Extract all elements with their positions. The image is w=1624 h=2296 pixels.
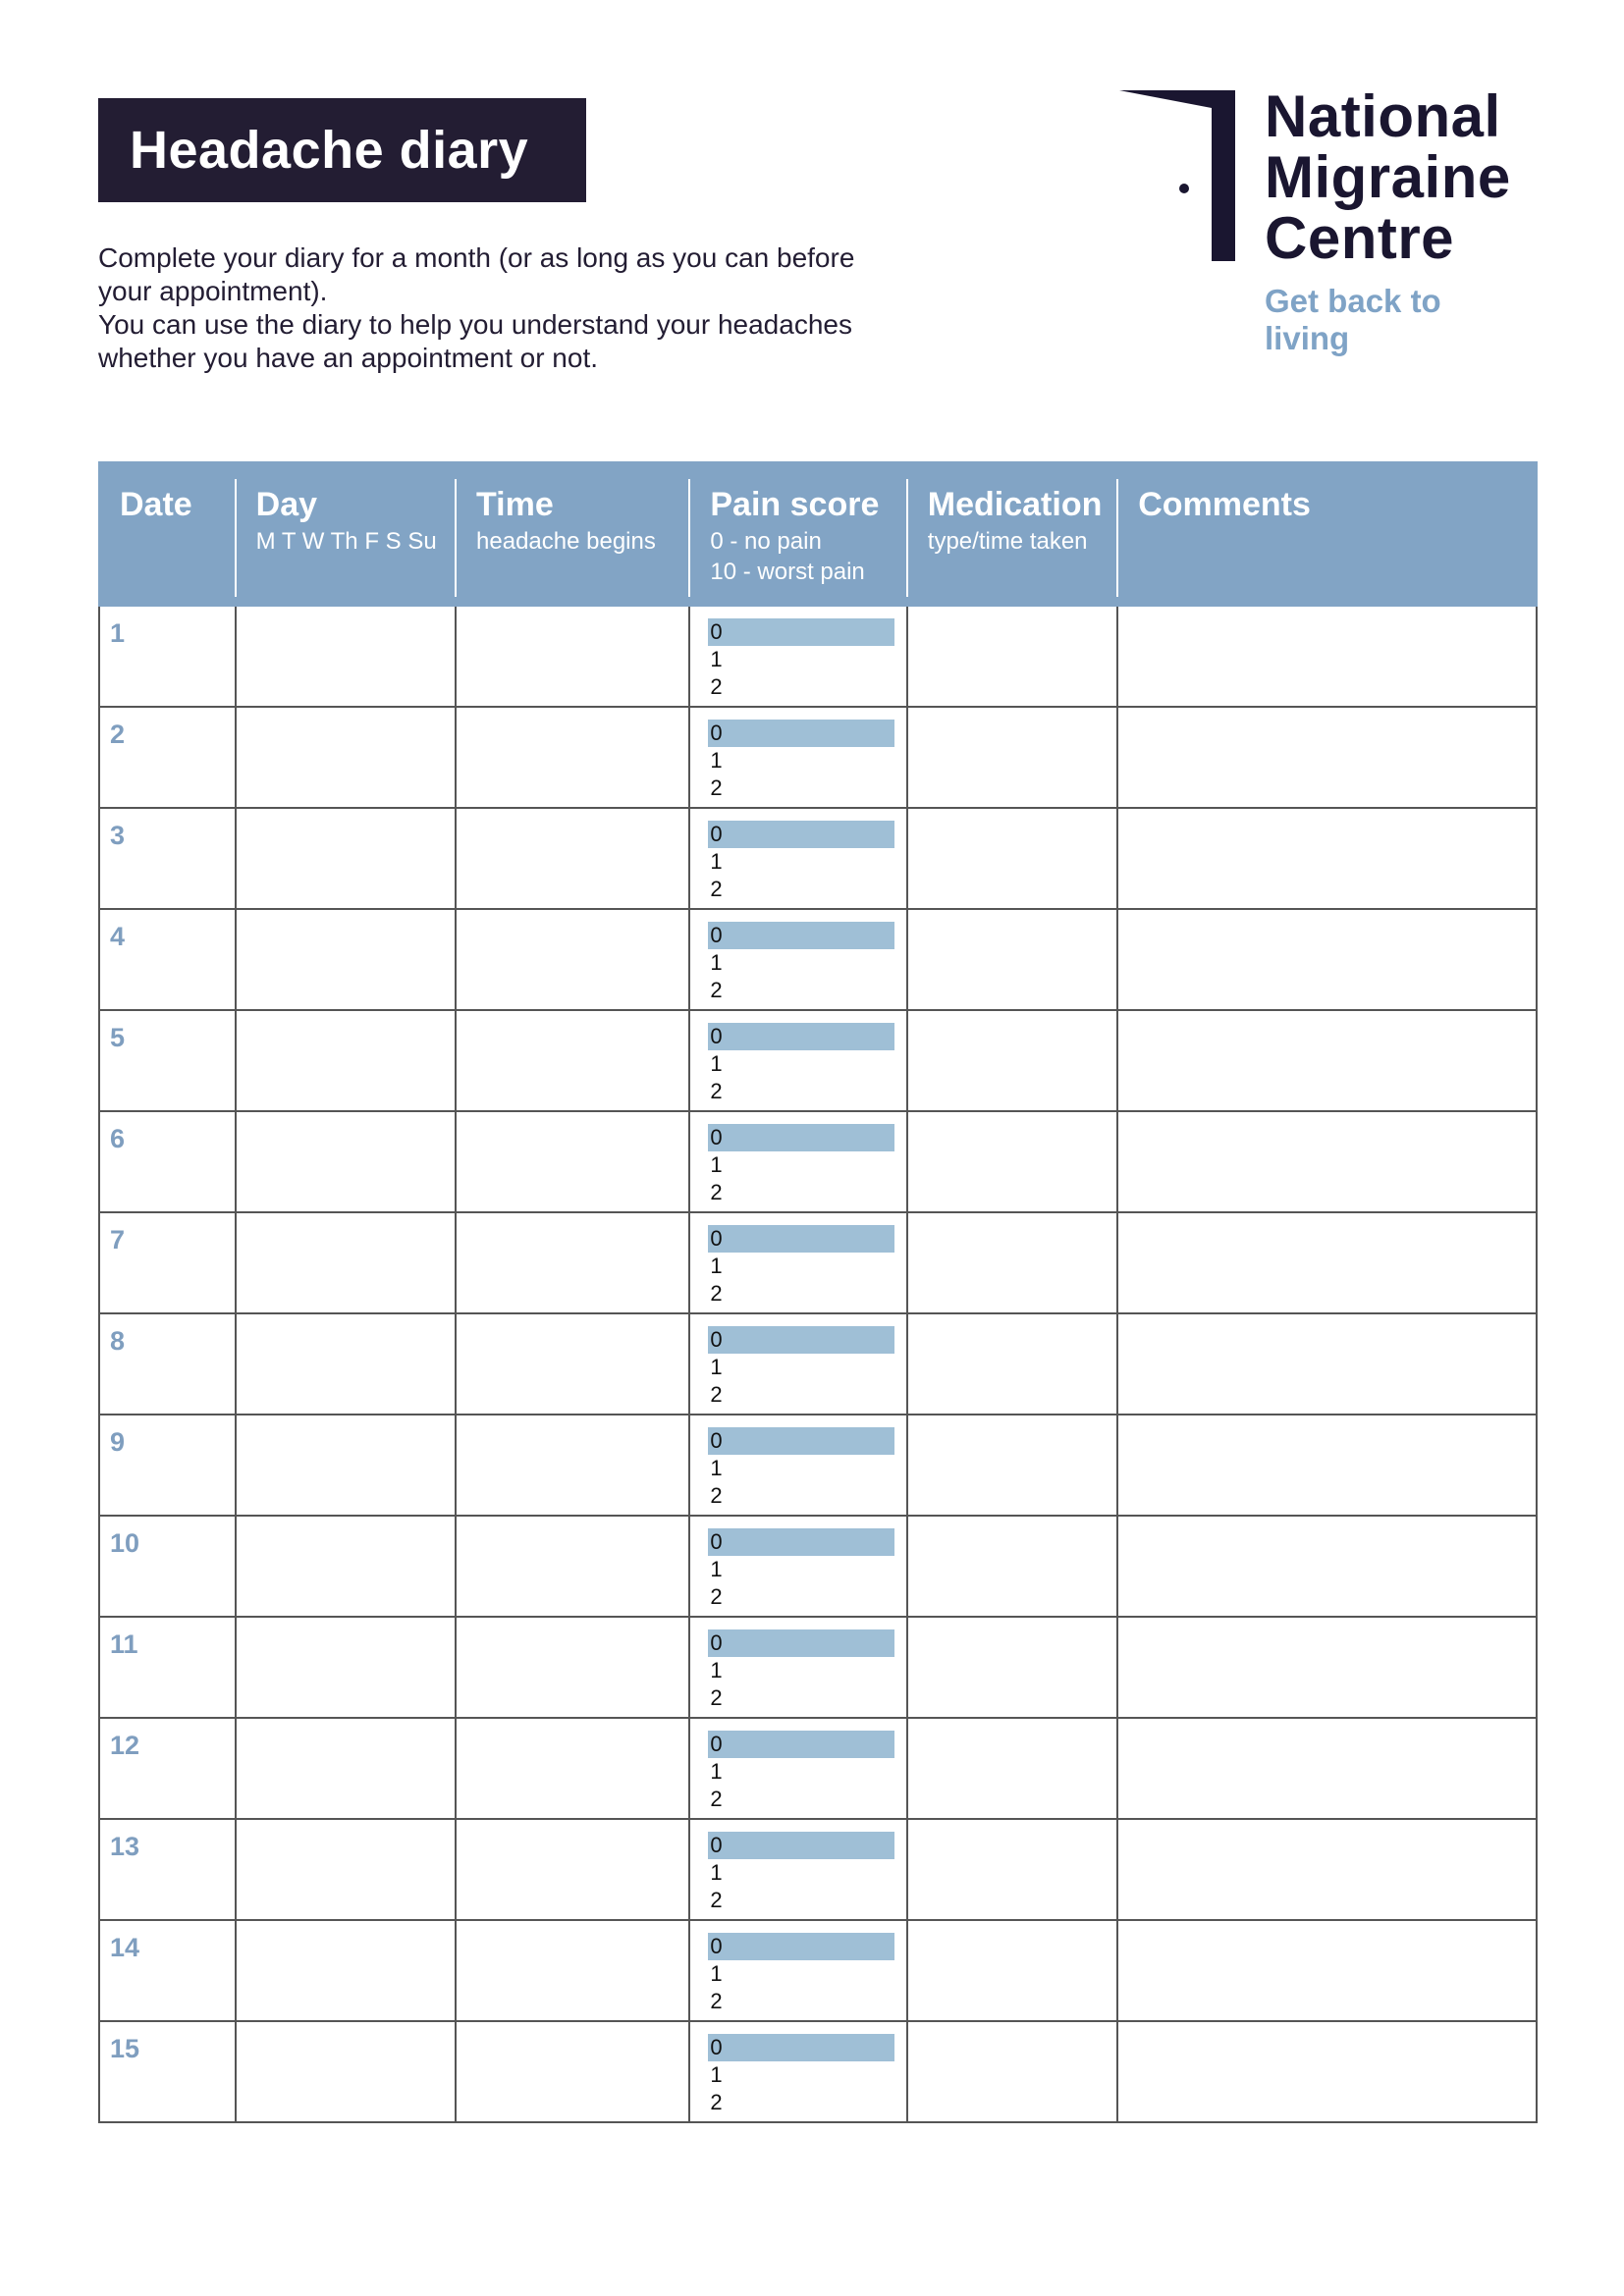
medication-entry-cell[interactable]: [908, 708, 1118, 807]
pain-score-dropdown[interactable]: [708, 720, 914, 800]
day-entry-cell[interactable]: [237, 1618, 457, 1717]
pain-score-option[interactable]: 1: [710, 1355, 723, 1379]
table-row: [98, 2022, 1538, 2123]
comments-entry-cell[interactable]: [1118, 1517, 1536, 1616]
pain-score-option[interactable]: 0: [710, 1630, 723, 1655]
day-entry-cell[interactable]: [237, 809, 457, 908]
pain-score-cell[interactable]: [690, 607, 907, 706]
pain-score-option[interactable]: 0: [710, 1732, 723, 1756]
time-entry-cell[interactable]: [457, 1213, 690, 1312]
day-entry-cell[interactable]: [237, 1517, 457, 1616]
pain-score-dropdown[interactable]: [708, 1326, 914, 1407]
pain-score-cell[interactable]: [690, 1820, 907, 1919]
pain-score-cell[interactable]: [690, 2022, 907, 2121]
pain-score-option[interactable]: 0: [710, 923, 723, 947]
medication-entry-cell[interactable]: [908, 1213, 1118, 1312]
date-cell: [100, 1517, 237, 1616]
logo-wordmark: [1265, 83, 1511, 271]
table-body: [98, 607, 1538, 2123]
pain-score-cell[interactable]: [690, 1213, 907, 1312]
day-entry-cell[interactable]: [237, 607, 457, 706]
date-cell: [100, 1112, 237, 1211]
medication-entry-cell[interactable]: [908, 910, 1118, 1009]
pain-score-cell[interactable]: [690, 910, 907, 1009]
comments-entry-cell[interactable]: [1118, 708, 1536, 807]
pain-score-option[interactable]: 2: [710, 1584, 723, 1609]
comments-entry-cell[interactable]: [1118, 1112, 1536, 1211]
date-number: 7: [110, 1225, 126, 1255]
column-subtitle: headache begins: [476, 528, 656, 555]
date-cell: [100, 1314, 237, 1414]
pain-score-selected-highlight: [708, 1832, 894, 1859]
pain-score-selected-highlight: [708, 1124, 894, 1151]
pain-score-option[interactable]: 1: [710, 1152, 723, 1177]
column-title: Medication: [927, 486, 1103, 523]
pain-score-option[interactable]: 2: [710, 877, 723, 901]
pain-score-option[interactable]: 1: [710, 1456, 723, 1480]
national-migraine-centre-logo: [1119, 83, 1532, 356]
column-title: Time: [476, 486, 554, 523]
medication-entry-cell[interactable]: [908, 1719, 1118, 1818]
medication-entry-cell[interactable]: [908, 1112, 1118, 1211]
pain-score-option[interactable]: 0: [710, 1428, 723, 1453]
table-row: [98, 1820, 1538, 1921]
medication-entry-cell[interactable]: [908, 1921, 1118, 2020]
column-subtitle: type/time taken: [927, 528, 1088, 555]
pain-score-cell[interactable]: [690, 1517, 907, 1616]
intro-line: your appointment).: [98, 276, 328, 306]
pain-score-option[interactable]: 0: [710, 822, 723, 846]
table-row: [98, 1415, 1538, 1517]
date-number: 13: [110, 1832, 140, 1861]
date-cell: [100, 607, 237, 706]
date-number: 9: [110, 1427, 126, 1457]
pain-score-option[interactable]: 2: [710, 674, 723, 699]
date-cell: [100, 1719, 237, 1818]
day-entry-cell[interactable]: [237, 1415, 457, 1515]
column-header-medication: [908, 463, 1118, 605]
table-row: [98, 809, 1538, 910]
pain-score-option[interactable]: 0: [710, 721, 723, 745]
time-entry-cell[interactable]: [457, 1517, 690, 1616]
medication-entry-cell[interactable]: [908, 809, 1118, 908]
date-cell: [100, 1415, 237, 1515]
pain-score-option[interactable]: 2: [710, 1180, 723, 1204]
time-entry-cell[interactable]: [457, 1921, 690, 2020]
medication-entry-cell[interactable]: [908, 1011, 1118, 1110]
pain-score-dropdown[interactable]: [708, 1731, 914, 1811]
medication-entry-cell[interactable]: [908, 1314, 1118, 1414]
pain-score-dropdown[interactable]: [708, 1629, 914, 1710]
pain-score-option[interactable]: 0: [710, 1327, 723, 1352]
date-number: 8: [110, 1326, 126, 1356]
pain-score-selected-highlight: [708, 1326, 894, 1354]
day-entry-cell[interactable]: [237, 708, 457, 807]
comments-entry-cell[interactable]: [1118, 1719, 1536, 1818]
pain-score-selected-highlight: [708, 1731, 894, 1758]
pain-score-cell[interactable]: [690, 1112, 907, 1211]
date-cell: [100, 2022, 237, 2121]
headache-diary-table: [98, 461, 1538, 2123]
comments-entry-cell[interactable]: [1118, 1415, 1536, 1515]
logo-line-national: National: [1265, 83, 1501, 149]
time-entry-cell[interactable]: [457, 708, 690, 807]
table-header-row: [98, 461, 1538, 607]
comments-entry-cell[interactable]: [1118, 809, 1536, 908]
date-number: 6: [110, 1124, 126, 1153]
time-entry-cell[interactable]: [457, 1618, 690, 1717]
table-row: [98, 1112, 1538, 1213]
pain-score-cell[interactable]: [690, 1415, 907, 1515]
table-row: [98, 1618, 1538, 1719]
pain-score-cell[interactable]: [690, 1719, 907, 1818]
pain-score-option[interactable]: 2: [710, 1079, 723, 1103]
pain-score-selected-highlight: [708, 1629, 894, 1657]
comments-entry-cell[interactable]: [1118, 1011, 1536, 1110]
comments-entry-cell[interactable]: [1118, 1618, 1536, 1717]
comments-entry-cell[interactable]: [1118, 1213, 1536, 1312]
date-cell: [100, 1618, 237, 1717]
pain-score-option[interactable]: 1: [710, 849, 723, 874]
pain-score-option[interactable]: 0: [710, 1934, 723, 1958]
date-number: 4: [110, 922, 126, 951]
pain-score-dropdown[interactable]: [708, 922, 914, 1002]
date-cell: [100, 809, 237, 908]
medication-entry-cell[interactable]: [908, 1618, 1118, 1717]
pain-score-selected-highlight: [708, 922, 894, 949]
day-entry-cell[interactable]: [237, 2022, 457, 2121]
date-cell: [100, 1011, 237, 1110]
medication-entry-cell[interactable]: [908, 1415, 1118, 1515]
pain-score-selected-highlight: [708, 618, 894, 646]
comments-entry-cell[interactable]: [1118, 1314, 1536, 1414]
date-number: 12: [110, 1731, 140, 1760]
day-entry-cell[interactable]: [237, 910, 457, 1009]
pain-score-cell[interactable]: [690, 1921, 907, 2020]
medication-entry-cell[interactable]: [908, 2022, 1118, 2121]
comments-entry-cell[interactable]: [1118, 607, 1536, 706]
table-row: [98, 1719, 1538, 1820]
pain-score-dropdown[interactable]: [708, 1225, 914, 1306]
pain-score-selected-highlight: [708, 1933, 894, 1960]
pain-score-option[interactable]: 1: [710, 1658, 723, 1682]
time-entry-cell[interactable]: [457, 1112, 690, 1211]
comments-entry-cell[interactable]: [1118, 2022, 1536, 2121]
intro-line: You can use the diary to help you understand your headaches: [98, 309, 852, 340]
comments-entry-cell[interactable]: [1118, 910, 1536, 1009]
pain-score-dropdown[interactable]: [708, 1832, 914, 1912]
table-row: [98, 1921, 1538, 2022]
column-subtitle: M T W Th F S Su: [255, 528, 437, 555]
time-entry-cell[interactable]: [457, 910, 690, 1009]
date-cell: [100, 1820, 237, 1919]
pain-score-option[interactable]: 2: [710, 1888, 723, 1912]
time-entry-cell[interactable]: [457, 1415, 690, 1515]
medication-entry-cell[interactable]: [908, 1517, 1118, 1616]
day-entry-cell[interactable]: [237, 1314, 457, 1414]
date-number: 15: [110, 2034, 140, 2063]
date-cell: [100, 1921, 237, 2020]
pain-score-cell[interactable]: [690, 809, 907, 908]
column-header-pain-score: [690, 463, 907, 605]
column-title: Pain score: [710, 486, 880, 523]
comments-entry-cell[interactable]: [1118, 1820, 1536, 1919]
time-entry-cell[interactable]: [457, 2022, 690, 2121]
pain-score-option[interactable]: 2: [710, 1281, 723, 1306]
intro-line: Complete your diary for a month (or as long as you can before: [98, 242, 855, 273]
date-number: 3: [110, 821, 126, 850]
day-entry-cell[interactable]: [237, 1213, 457, 1312]
pain-score-option[interactable]: 1: [710, 1860, 723, 1885]
day-entry-cell[interactable]: [237, 1112, 457, 1211]
logo-line-migraine: Migraine: [1265, 144, 1511, 210]
time-entry-cell[interactable]: [457, 1719, 690, 1818]
pain-score-dropdown[interactable]: [708, 1528, 914, 1609]
page-title: Headache diary: [98, 98, 586, 202]
logo-line-centre: Centre: [1265, 205, 1455, 271]
logo-mark-icon: [1119, 86, 1237, 263]
column-header-comments: [1118, 463, 1536, 605]
pain-score-option[interactable]: 2: [710, 1483, 723, 1508]
date-number: 5: [110, 1023, 126, 1052]
date-number: 14: [110, 1933, 140, 1962]
column-title: Comments: [1138, 486, 1311, 523]
pain-score-selected-highlight: [708, 720, 894, 747]
pain-score-dropdown[interactable]: [708, 821, 914, 901]
time-entry-cell[interactable]: [457, 1011, 690, 1110]
day-entry-cell[interactable]: [237, 1011, 457, 1110]
pain-score-option[interactable]: 2: [710, 1382, 723, 1407]
column-title: Day: [255, 486, 318, 523]
table-row: [98, 708, 1538, 809]
table-row: [98, 1011, 1538, 1112]
column-header-time: [457, 463, 690, 605]
time-entry-cell[interactable]: [457, 809, 690, 908]
table-row: [98, 1213, 1538, 1314]
medication-entry-cell[interactable]: [908, 607, 1118, 706]
intro-text: [98, 241, 903, 375]
medication-entry-cell[interactable]: [908, 1820, 1118, 1919]
date-cell: [100, 910, 237, 1009]
pain-score-option[interactable]: 0: [710, 1226, 723, 1251]
pain-score-option[interactable]: 2: [710, 775, 723, 800]
pain-score-selected-highlight: [708, 821, 894, 848]
pain-score-dropdown[interactable]: [708, 2034, 914, 2114]
pain-score-option[interactable]: 2: [710, 1685, 723, 1710]
pain-score-option[interactable]: 1: [710, 2062, 723, 2087]
date-number: 10: [110, 1528, 140, 1558]
pain-score-selected-highlight: [708, 1528, 894, 1556]
pain-score-option[interactable]: 1: [710, 1961, 723, 1986]
comments-entry-cell[interactable]: [1118, 1921, 1536, 2020]
pain-score-selected-highlight: [708, 1427, 894, 1455]
pain-score-option[interactable]: 0: [710, 1833, 723, 1857]
day-entry-cell[interactable]: [237, 1719, 457, 1818]
day-entry-cell[interactable]: [237, 1921, 457, 2020]
pain-score-selected-highlight: [708, 1023, 894, 1050]
column-header-day: [237, 463, 457, 605]
pain-score-dropdown[interactable]: [708, 618, 914, 699]
pain-score-option[interactable]: 1: [710, 950, 723, 975]
pain-score-option[interactable]: 0: [710, 1024, 723, 1048]
pain-score-option[interactable]: 0: [710, 619, 723, 644]
pain-score-option[interactable]: 0: [710, 1125, 723, 1149]
table-row: [98, 607, 1538, 708]
pain-score-dropdown[interactable]: [708, 1427, 914, 1508]
pain-score-cell[interactable]: [690, 1011, 907, 1110]
pain-score-option[interactable]: 1: [710, 1759, 723, 1784]
day-entry-cell[interactable]: [237, 1820, 457, 1919]
pain-score-option[interactable]: 2: [710, 2090, 723, 2114]
time-entry-cell[interactable]: [457, 1314, 690, 1414]
pain-score-option[interactable]: 2: [710, 1989, 723, 2013]
intro-line: whether you have an appointment or not.: [98, 343, 599, 373]
pain-score-option[interactable]: 2: [710, 978, 723, 1002]
pain-score-option[interactable]: 1: [710, 647, 723, 671]
pain-score-option[interactable]: 2: [710, 1787, 723, 1811]
pain-score-option[interactable]: 0: [710, 1529, 723, 1554]
table-row: [98, 1517, 1538, 1618]
pain-score-selected-highlight: [708, 1225, 894, 1253]
pain-score-selected-highlight: [708, 2034, 894, 2061]
logo-tagline: Get back to living: [1265, 283, 1441, 356]
pain-score-option[interactable]: 1: [710, 1254, 723, 1278]
column-title: Date: [120, 486, 192, 523]
pain-score-option[interactable]: 1: [710, 1051, 723, 1076]
pain-score-cell[interactable]: [690, 1618, 907, 1717]
date-number: 11: [110, 1629, 138, 1659]
date-number: 1: [110, 618, 126, 648]
date-cell: [100, 708, 237, 807]
time-entry-cell[interactable]: [457, 1820, 690, 1919]
date-number: 2: [110, 720, 126, 749]
table-row: [98, 1314, 1538, 1415]
column-header-date: [100, 463, 237, 605]
pain-score-dropdown[interactable]: [708, 1124, 914, 1204]
pain-score-dropdown[interactable]: [708, 1933, 914, 2013]
pain-score-option[interactable]: 1: [710, 1557, 723, 1581]
column-subtitle: 0 - no pain 10 - worst pain: [710, 528, 865, 585]
date-cell: [100, 1213, 237, 1312]
pain-score-cell[interactable]: [690, 708, 907, 807]
pain-score-option[interactable]: 1: [710, 748, 723, 773]
pain-score-option[interactable]: 0: [710, 2035, 723, 2059]
pain-score-dropdown[interactable]: [708, 1023, 914, 1103]
time-entry-cell[interactable]: [457, 607, 690, 706]
pain-score-cell[interactable]: [690, 1314, 907, 1414]
table-row: [98, 910, 1538, 1011]
